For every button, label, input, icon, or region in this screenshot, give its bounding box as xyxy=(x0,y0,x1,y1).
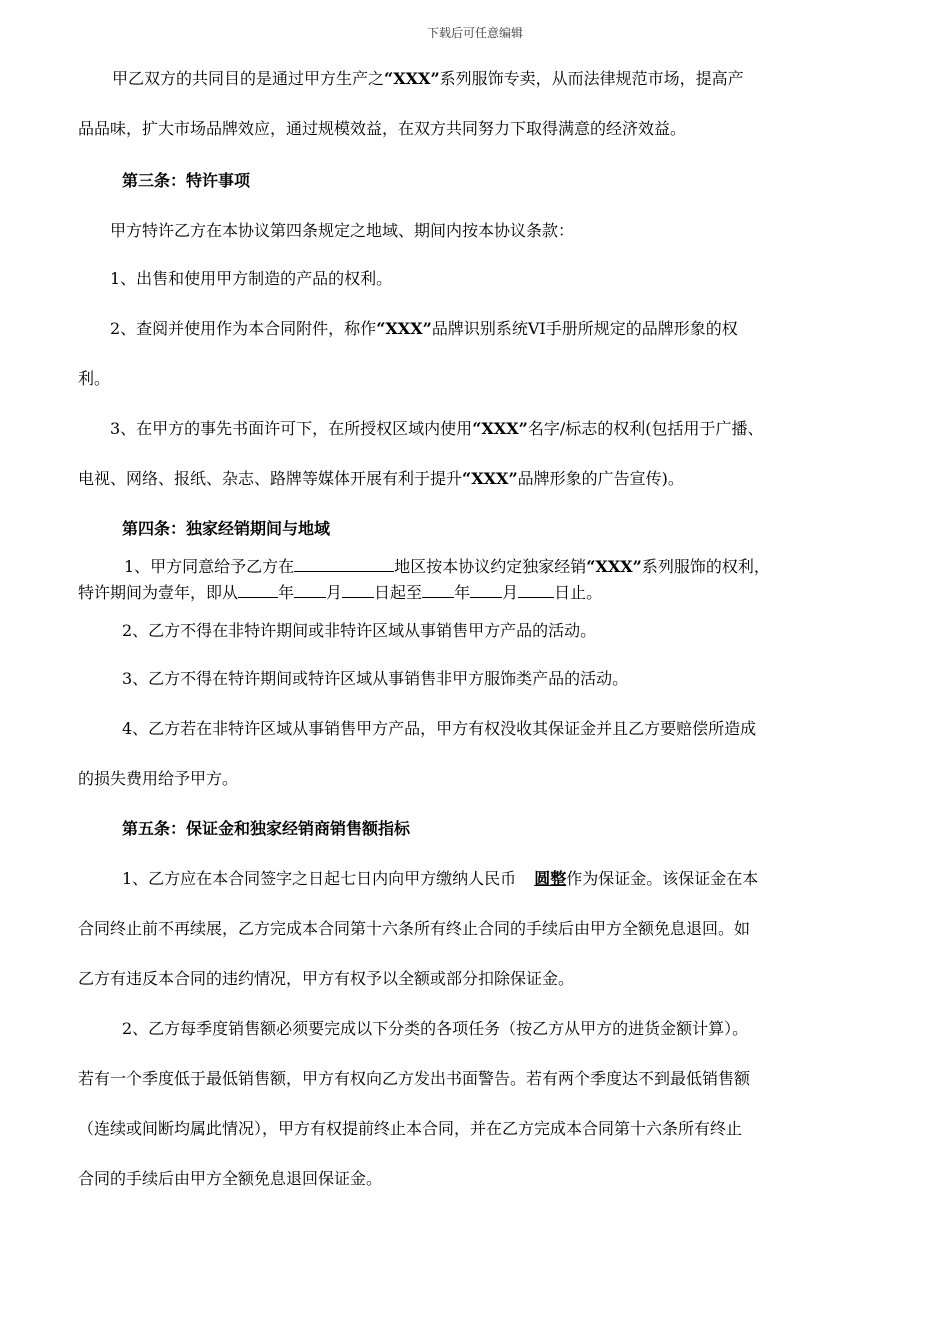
article-5-item-2: 2、乙方每季度销售额必须要完成以下分类的各项任务（按乙方从甲方的进货金额计算）。 xyxy=(122,1019,749,1038)
month-label: 月 xyxy=(326,583,343,602)
brand-xxx: “XXX” xyxy=(376,319,432,338)
article-4-item-1 xyxy=(78,554,770,577)
intro-text-a: 甲乙双方的共同目的是通过甲方生产之 xyxy=(112,69,385,88)
article-5-item-2-cont-2: （连续或间断均属此情况），甲方有权提前终止本合同，并在乙方完成本合同第十六条所有终止 xyxy=(78,1119,743,1138)
article-5-item-2-cont-1: 若有一个季度低于最低销售额，甲方有权向乙方发出书面警告。若有两个季度达不到最低销售额 xyxy=(78,1069,751,1088)
brand-xxx: “XXX” xyxy=(586,557,642,576)
year-label: 年 xyxy=(454,583,471,602)
day-to-label: 日止。 xyxy=(554,583,603,602)
article-5-item-1 xyxy=(78,866,758,889)
day-from-label: 日起至 xyxy=(374,583,423,602)
article-3-item-3-cont xyxy=(78,466,684,489)
start-month-blank[interactable] xyxy=(294,582,326,598)
article-5-item-1-text-b: 作为保证金。该保证金在本 xyxy=(566,869,759,888)
article-3-item-1: 1、出售和使用甲方制造的产品的权利。 xyxy=(110,269,393,288)
article-4-item-4-cont: 的损失费用给予甲方。 xyxy=(78,769,239,788)
article-4-item-3: 3、乙方不得在特许期间或特许区域从事销售非甲方服饰类产品的活动。 xyxy=(122,669,629,688)
brand-xxx: “XXX” xyxy=(462,469,518,488)
article-4-item-1-text-b: 地区按本协议约定独家经销 xyxy=(394,557,587,576)
intro-line-2: 品品味，扩大市场品牌效应，通过规模效益，在双方共同努力下取得满意的经济效益。 xyxy=(78,119,687,138)
article-5-item-2-cont-3: 合同的手续后由甲方全额免息退回保证金。 xyxy=(78,1169,383,1188)
period-text: 特许期间为壹年，即从 xyxy=(78,583,239,602)
brand-xxx: “XXX” xyxy=(472,419,528,438)
article-4-item-1-text-a: 1、甲方同意给予乙方在 xyxy=(124,557,295,576)
article-5-item-1-text-a: 1、乙方应在本合同签字之日起七日内向甲方缴纳人民币 xyxy=(122,869,517,888)
intro-line-1 xyxy=(78,66,744,89)
start-year-blank[interactable] xyxy=(238,582,278,598)
article-3-item-3-text-d: 品牌形象的广告宣传)。 xyxy=(517,469,684,488)
article-4-item-1-text-c: 系列服饰的权利， xyxy=(641,557,770,576)
end-year-blank[interactable] xyxy=(422,582,454,598)
start-day-blank[interactable] xyxy=(342,582,374,598)
month-label: 月 xyxy=(502,583,519,602)
region-blank[interactable] xyxy=(294,556,394,572)
article-3-item-2-text-a: 2、查阅并使用作为本合同附件，称作 xyxy=(110,319,377,338)
article-3-lead: 甲方特许乙方在本协议第四条规定之地域、期间内按本协议条款： xyxy=(110,221,575,240)
article-5-item-1-cont-2: 乙方有违反本合同的违约情况，甲方有权予以全额或部分扣除保证金。 xyxy=(78,969,575,988)
brand-xxx: “XXX” xyxy=(384,69,440,88)
article-4-item-4: 4、乙方若在非特许区域从事销售甲方产品，甲方有权没收其保证金并且乙方要赔偿所造成 xyxy=(122,719,757,738)
year-label: 年 xyxy=(278,583,295,602)
end-month-blank[interactable] xyxy=(470,582,502,598)
article-4-title: 第四条：独家经销期间与地域 xyxy=(122,519,331,538)
article-5-title: 第五条：保证金和独家经销商销售额指标 xyxy=(122,819,411,838)
article-3-item-2-text-b: 品牌识别系统VI手册所规定的品牌形象的权 xyxy=(431,319,738,338)
article-3-item-3-text-c: 电视、网络、报纸、杂志、路牌等媒体开展有利于提升 xyxy=(78,469,463,488)
deposit-amount[interactable] xyxy=(516,869,566,888)
article-4-item-2: 2、乙方不得在非特许期间或非特许区域从事销售甲方产品的活动。 xyxy=(122,621,597,640)
article-3-item-2 xyxy=(78,316,738,339)
article-3-title: 第三条：特许事项 xyxy=(122,171,251,190)
intro-text-b: 系列服饰专卖，从而法律规范市场，提高产 xyxy=(439,69,744,88)
article-3-item-2-cont: 利。 xyxy=(78,369,111,388)
end-day-blank[interactable] xyxy=(518,582,554,598)
deposit-amount-unit: 圆整 xyxy=(534,869,567,888)
article-4-item-1-period xyxy=(78,580,602,603)
page-header: 下载后可任意编辑 xyxy=(426,26,523,40)
article-3-item-3-text-b: 名字/标志的权利(包括用于广播、 xyxy=(527,419,764,438)
article-3-item-3-text-a: 3、在甲方的事先书面许可下，在所授权区域内使用 xyxy=(110,419,473,438)
article-3-item-3 xyxy=(78,416,763,439)
article-5-item-1-cont-1: 合同终止前不再续展，乙方完成本合同第十六条所有终止合同的手续后由甲方全额免息退回。如 xyxy=(78,919,751,938)
